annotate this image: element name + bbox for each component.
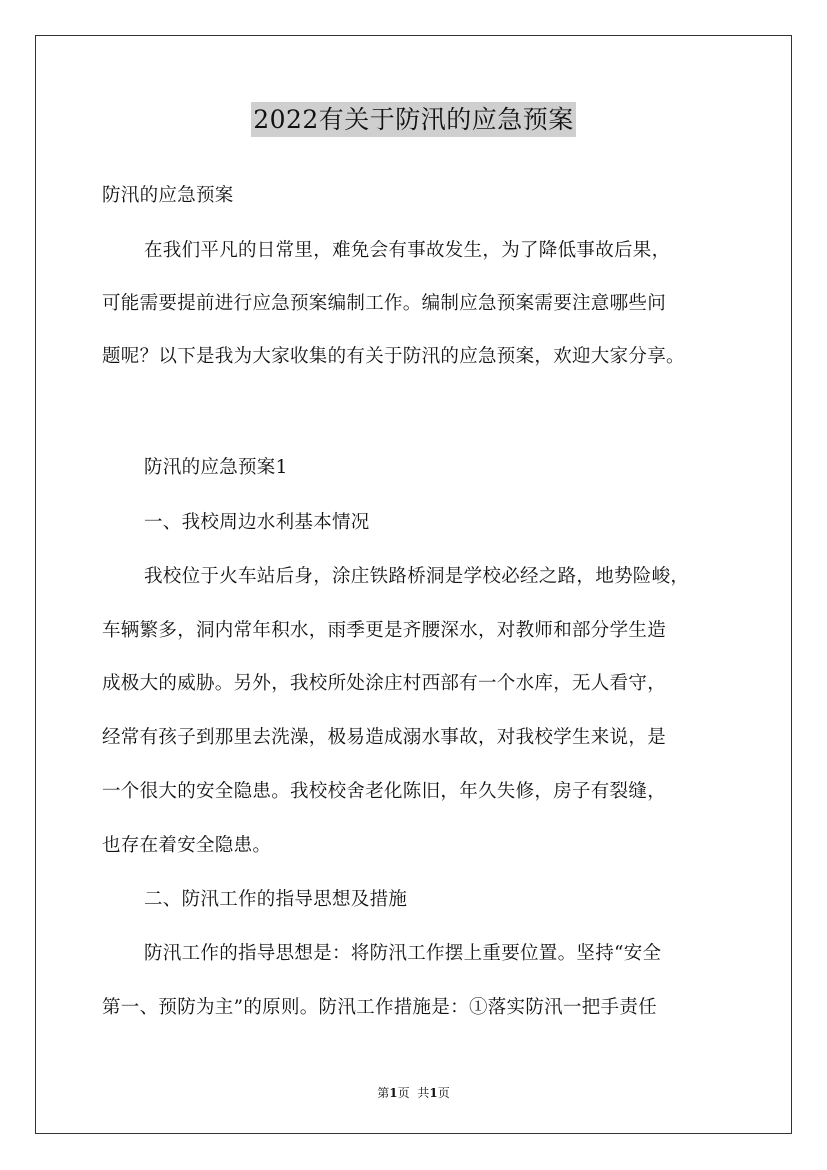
paragraph-line: 一个很大的安全隐患。我校校舍老化陈旧，年久失修，房子有裂缝，	[102, 781, 667, 802]
paragraph-line: 题呢？以下是我为大家收集的有关于防汛的应急预案，欢迎大家分享。	[102, 346, 685, 367]
footer-total-suffix: 页	[437, 1086, 450, 1100]
paragraph-line: 我校位于火车站后身，涂庄铁路桥洞是学校必经之路，地势险峻，	[144, 566, 690, 587]
paragraph-line: 在我们平凡的日常里，难免会有事故发生，为了降低事故后果，	[144, 240, 671, 261]
paragraph-line: 成极大的威胁。另外，我校所处涂庄村西部有一个水库，无人看守，	[102, 673, 667, 694]
section-heading: 一、我校周边水利基本情况	[144, 512, 370, 533]
paragraph-line: 经常有孩子到那里去洗澡，极易造成溺水事故，对我校学生来说，是	[102, 727, 667, 748]
page-footer	[0, 1084, 827, 1101]
section-heading: 防汛的应急预案1	[144, 457, 288, 478]
paragraph-line: 防汛工作的指导思想是：将防汛工作摆上重要位置。坚持“安全	[144, 943, 662, 964]
footer-page-number: 1	[389, 1086, 398, 1100]
paragraph-line: 也存在着安全隐患。	[102, 835, 272, 856]
document-title: 2022有关于防汛的应急预案	[251, 102, 576, 137]
paragraph-line: 车辆繁多，洞内常年积水，雨季更是齐腰深水，对教师和部分学生造	[102, 620, 667, 641]
paragraph-line: 可能需要提前进行应急预案编制工作。编制应急预案需要注意哪些问	[102, 293, 667, 314]
footer-page-suffix: 页	[397, 1086, 410, 1100]
paragraph-line: 第一、预防为主”的原则。防汛工作措施是：①落实防汛一把手责任	[102, 997, 657, 1018]
document-title-container	[0, 100, 827, 136]
footer-page-prefix: 第	[377, 1086, 390, 1100]
section-heading: 二、防汛工作的指导思想及措施	[144, 889, 408, 910]
footer-total-number: 1	[429, 1086, 438, 1100]
document-subtitle: 防汛的应急预案	[102, 185, 234, 206]
footer-total-prefix: 共	[417, 1086, 430, 1100]
